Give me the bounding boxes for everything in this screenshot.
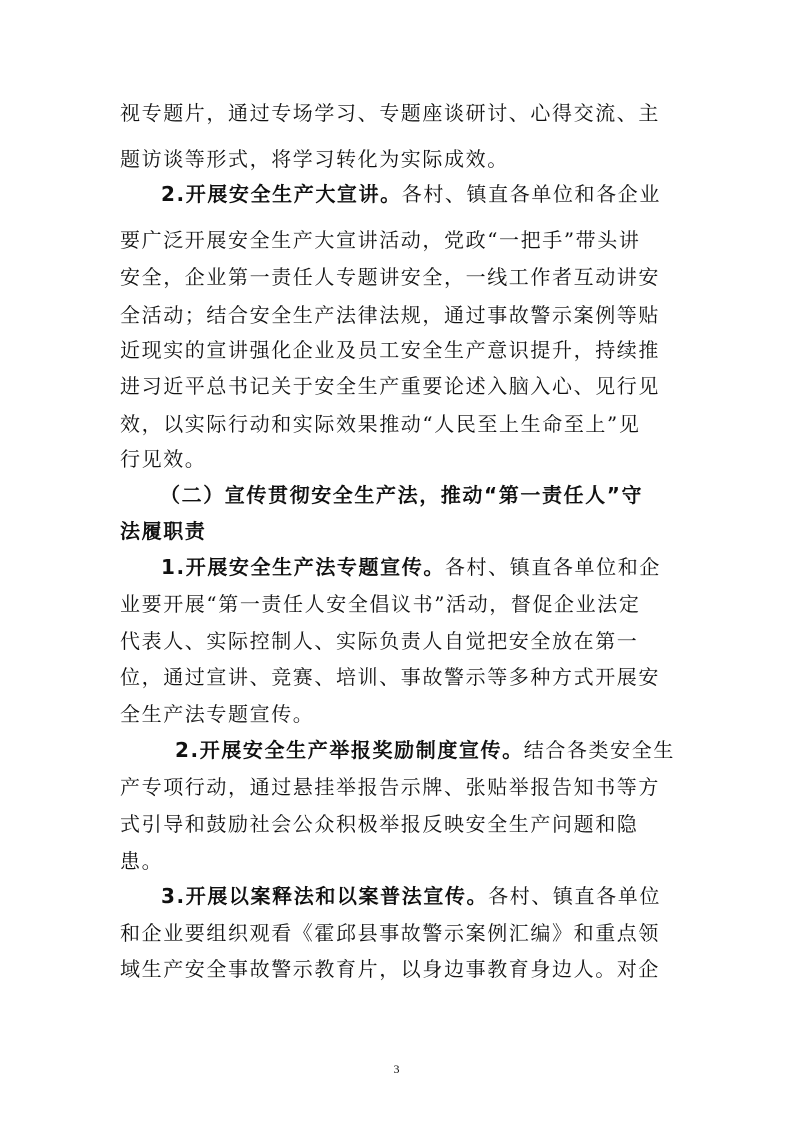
text-line	[120, 957, 660, 981]
text-line	[120, 374, 660, 398]
line-text: 行见效。	[120, 447, 207, 471]
text-line	[120, 629, 638, 653]
text-line	[120, 702, 314, 726]
line-text: 要广泛开展安全生产大宣讲活动，党政“一把手”带头讲	[120, 228, 641, 252]
line-text: 各村、镇直各单位	[488, 884, 661, 908]
line-text: 和企业要组织观看《霍邱县事故警示案例汇编》和重点领	[120, 921, 660, 945]
line-text: 近现实的宣讲强化企业及员工安全生产意识提升，持续推	[120, 338, 660, 362]
text-line	[161, 555, 661, 579]
bold-heading: 2.开展安全生产大宣讲。	[161, 182, 402, 206]
line-text: 全活动；结合安全生产法律法规，通过事故警示案例等贴	[120, 303, 660, 327]
line-text: 视专题片，通过专场学习、专题座谈研讨、心得交流、主	[120, 101, 660, 125]
text-line	[120, 303, 660, 327]
page-number: 3	[393, 1062, 400, 1076]
line-text: 效，以实际行动和实际效果推动“人民至上生命至上”见	[120, 412, 641, 436]
text-line	[120, 519, 206, 543]
line-text: 位，通过宣讲、竞赛、培训、事故警示等多种方式开展安	[120, 665, 660, 689]
text-line	[161, 182, 661, 206]
text-line	[120, 592, 640, 616]
line-text: 业要开展“第一责任人安全倡议书”活动，督促企业法定	[120, 592, 641, 616]
line-text: 代表人、实际控制人、实际负责人自觉把安全放在第一	[120, 629, 639, 653]
line-text: 题访谈等形式，将学习转化为实际成效。	[120, 147, 509, 171]
line-text: 患。	[120, 849, 164, 873]
text-line	[120, 665, 660, 689]
text-line	[175, 738, 675, 762]
line-text: 各村、镇直各单位和各企业	[401, 182, 661, 206]
bold-heading: 1.开展安全生产法专题宣传。	[161, 555, 445, 579]
bold-heading: 2.开展安全生产举报奖励制度宣传。	[175, 738, 524, 762]
text-line	[161, 884, 661, 908]
text-line	[120, 228, 640, 252]
text-line	[120, 412, 640, 436]
text-line	[120, 101, 660, 125]
bold-heading: （二）宣传贯彻安全生产法，推动“第一责任人”守	[160, 483, 644, 507]
line-text: 安全，企业第一责任人专题讲安全，一线工作者互动讲安	[120, 265, 660, 289]
text-line	[120, 921, 660, 945]
line-text: 式引导和鼓励社会公众积极举报反映安全生产问题和隐	[120, 812, 639, 836]
text-line	[120, 812, 638, 836]
line-text: 域生产安全事故警示教育片，以身边事教育身边人。对企	[120, 957, 660, 981]
text-line	[120, 775, 660, 799]
text-line	[120, 147, 509, 171]
line-text: 全生产法专题宣传。	[120, 702, 315, 726]
line-text: 进习近平总书记关于安全生产重要论述入脑入心、见行见	[120, 374, 660, 398]
line-text: 产专项行动，通过悬挂举报告示牌、张贴举报告知书等方	[120, 775, 660, 799]
text-line	[160, 483, 643, 507]
line-text: 结合各类安全生	[523, 738, 675, 762]
text-line	[120, 265, 660, 289]
line-text: 各村、镇直各单位和企	[444, 555, 661, 579]
bold-heading: 3.开展以案释法和以案普法宣传。	[161, 884, 489, 908]
text-line	[120, 338, 660, 362]
text-line	[120, 849, 163, 873]
text-line	[120, 447, 206, 471]
bold-heading: 法履职责	[120, 519, 207, 543]
